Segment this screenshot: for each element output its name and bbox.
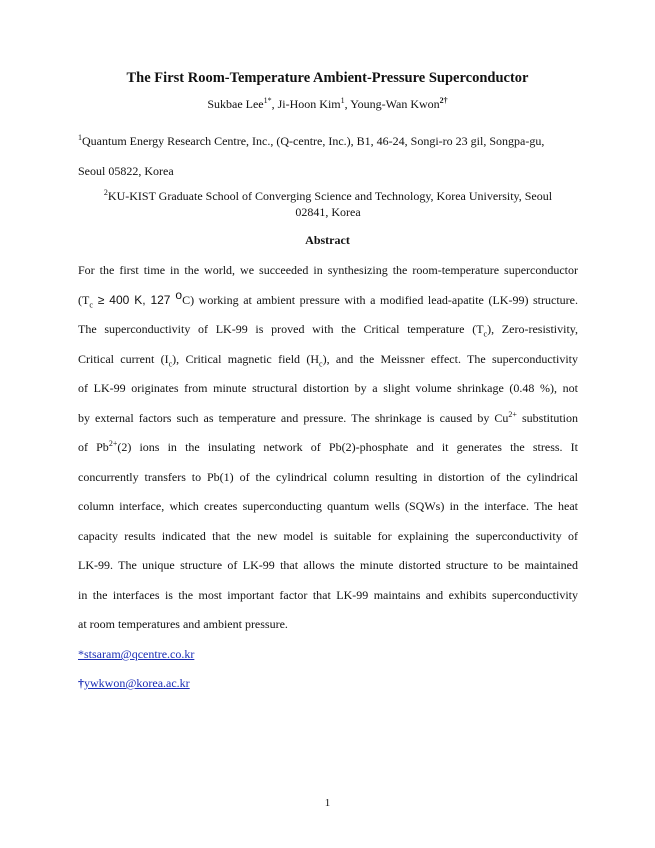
subscript: c — [483, 329, 488, 339]
abstract-line — [78, 287, 578, 322]
abstract-heading: Abstract — [305, 233, 350, 247]
abstract-line: column interface, which creates superconducting quantum wells (SQWs) in the interface. The heat — [78, 499, 578, 513]
abstract-line: at room temperatures and ambient pressure. — [78, 617, 288, 631]
text-span: by external factors such as temperature and pressure. The shrinkage is caused by Cu — [78, 410, 509, 425]
author-separator: , — [271, 97, 278, 111]
text-span: The superconductivity of LK-99 is proved with the Critical temperature (T — [78, 322, 484, 336]
text-span: substitution — [516, 410, 579, 425]
author-affiliation-mark: 1 — [340, 96, 345, 105]
author-name: Young-Wan Kwon — [350, 97, 440, 111]
text-span: ), Zero-resistivity, — [487, 322, 579, 336]
dagger-mark: † — [78, 676, 84, 690]
author-list — [0, 97, 655, 112]
contact-email-1 — [78, 647, 194, 662]
author-affiliation-mark: 2† — [439, 96, 448, 105]
author-name: Ji-Hoon Kim — [277, 97, 341, 111]
author-separator: , — [344, 97, 351, 111]
affiliation-mark: 1 — [78, 133, 82, 142]
email-link[interactable]: ywkwon@korea.ac.kr — [84, 676, 190, 690]
affiliation-text: 02841, Korea — [295, 205, 361, 219]
abstract-line: LK-99. The unique structure of LK-99 that allows the minute distorted structure to be maintained — [78, 558, 578, 572]
degree-mark: o — [175, 287, 183, 302]
abstract-line — [78, 351, 578, 381]
temperature-value: ≥ 400 K, 127 — [92, 292, 176, 307]
affiliation-text: KU-KIST Graduate School of Converging Science and Technology, Korea University, Seoul — [107, 189, 553, 203]
subscript: c — [319, 358, 323, 368]
author-affiliation-mark: 1* — [263, 96, 272, 105]
abstract-line — [78, 439, 578, 469]
affiliation-text: Quantum Energy Research Centre, Inc., (Q-centre, Inc.), B1, 46-24, Songi-ro 23 gil, Songpa-gu, — [82, 134, 545, 148]
text-span: ), and the Meissner effect. The superconductivity — [322, 351, 578, 366]
abstract-line: capacity results indicated that the new model is suitable for explaining the superconductivity of — [78, 528, 578, 543]
contact-email-2 — [78, 676, 190, 691]
abstract-line: For the first time in the world, we succeeded in synthesizing the room-temperature superconductor — [78, 263, 578, 277]
affiliation-1 — [78, 126, 583, 186]
email-link[interactable]: *stsaram@qcentre.co.kr — [78, 647, 195, 661]
superscript: 2+ — [508, 409, 517, 419]
abstract-line: in the interfaces is the most important factor that LK-99 maintains and exhibits superconductivity — [78, 587, 578, 602]
abstract-line — [78, 321, 578, 351]
superscript: 2+ — [108, 439, 118, 448]
page-number: 1 — [324, 797, 331, 809]
abstract-line: concurrently transfers to Pb(1) of the cylindrical column resulting in distortion of the cylindrical — [78, 469, 578, 484]
abstract-line: of LK-99 originates from minute structural distortion by a slight volume shrinkage (0.48 %), not — [78, 381, 578, 395]
text-span: ), Critical magnetic field (H — [172, 351, 320, 366]
text-span: C) working at ambient pressure with a modified lead-apatite (LK-99) structure. — [182, 292, 578, 307]
subscript: c — [89, 299, 93, 309]
abstract-line — [78, 410, 578, 440]
text-span: of Pb — [78, 440, 109, 454]
affiliation-2 — [78, 188, 578, 220]
affiliation-mark: 2 — [103, 188, 108, 197]
affiliation-text: Seoul 05822, Korea — [78, 164, 174, 178]
text-span: Critical current (I — [78, 351, 169, 366]
author-name: Sukbae Lee — [207, 97, 264, 111]
text-span: (2) ions in the insulating network of Pb(2)-phosphate and it generates the stress. It — [117, 440, 578, 454]
abstract-body — [78, 262, 578, 646]
subscript: c — [168, 358, 173, 368]
paper-title: The First Room-Temperature Ambient-Pressure Superconductor — [126, 70, 529, 86]
text-span: (T — [78, 292, 90, 307]
